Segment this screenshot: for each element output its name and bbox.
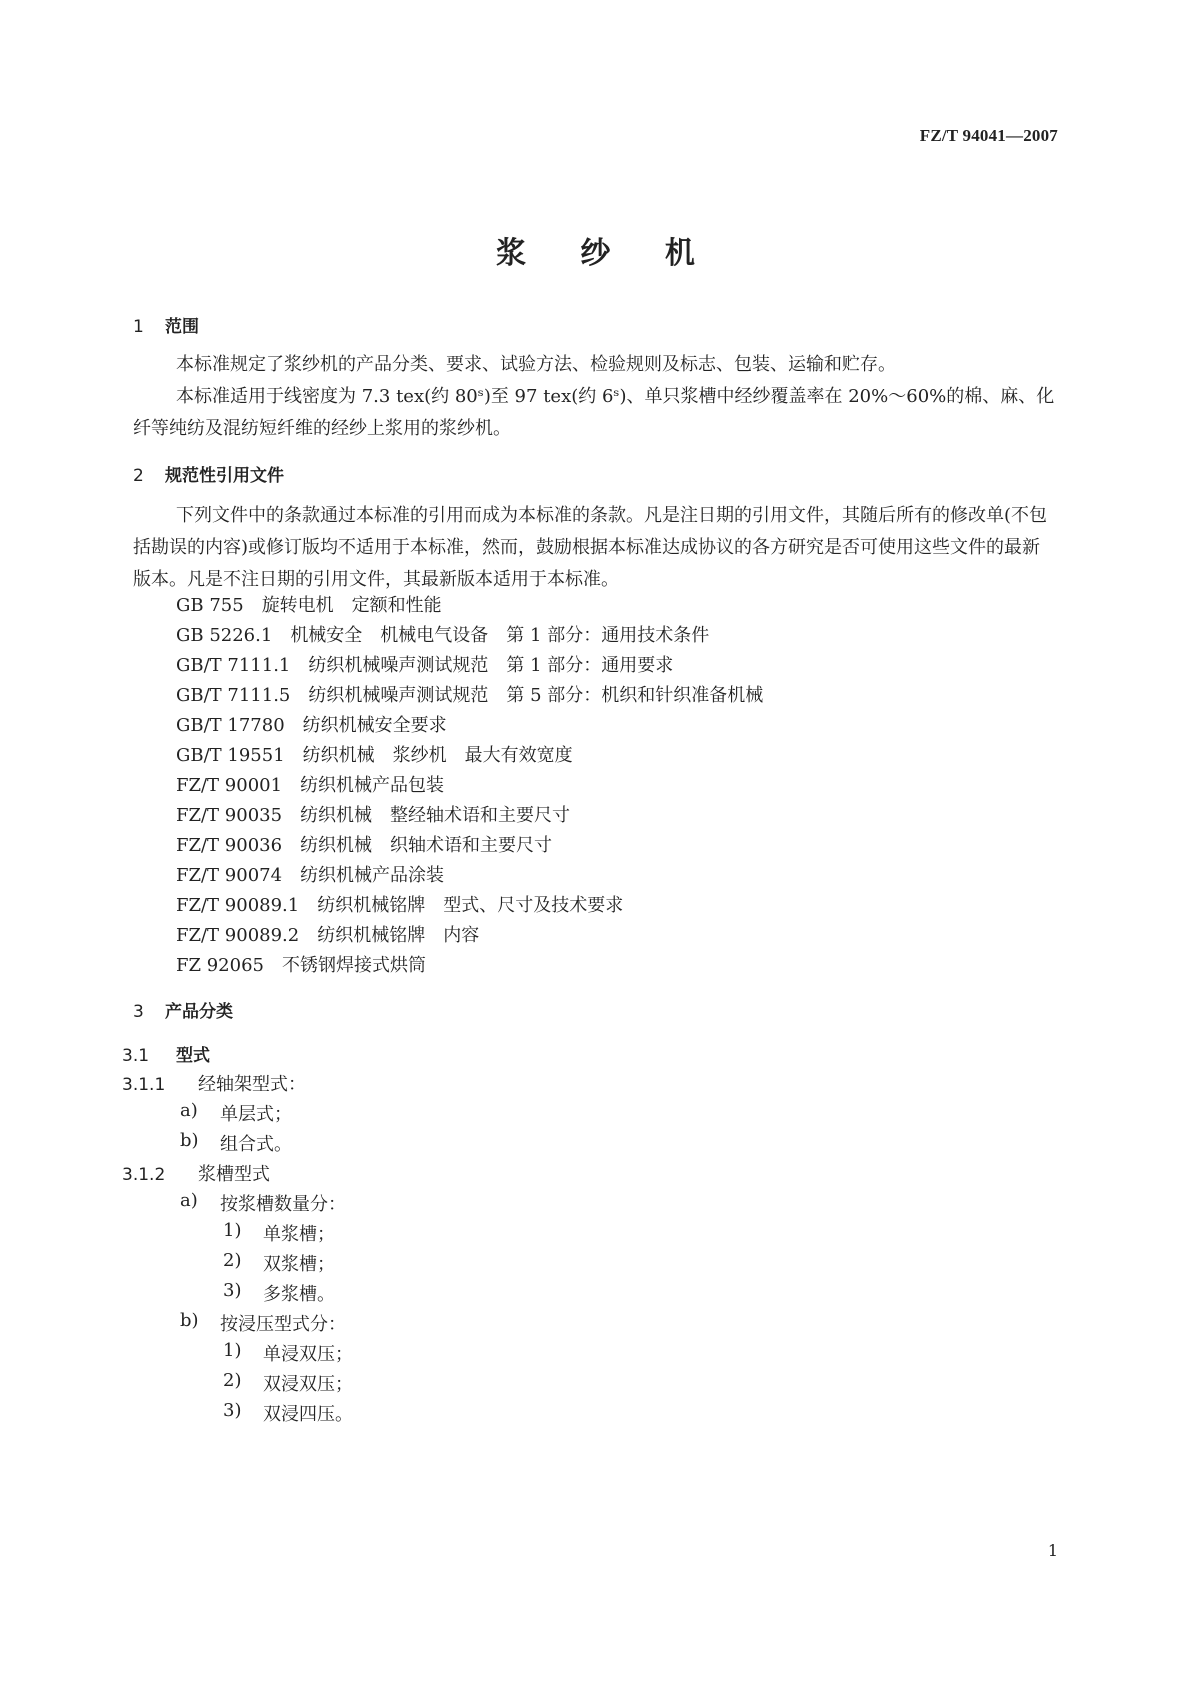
reference-title: 纺织机械铭牌 内容: [317, 925, 480, 946]
subsection-3-1-2: [122, 1160, 270, 1186]
reference-item: [176, 710, 447, 742]
list-text: 多浆槽。: [263, 1284, 335, 1305]
section-2-heading: [133, 461, 284, 486]
reference-item: [176, 860, 444, 892]
subsection-number: 3.1.2: [122, 1165, 166, 1185]
reference-item: [176, 920, 479, 952]
reference-item: [176, 650, 673, 682]
list-label: 3): [223, 1280, 242, 1301]
reference-title: 纺织机械 织轴术语和主要尺寸: [300, 835, 553, 856]
reference-title: 不锈钢焊接式烘筒: [281, 955, 426, 976]
list-label: 3): [223, 1400, 242, 1421]
subsection-title: 型式: [176, 1046, 210, 1066]
list-text: 按浸压型式分：: [220, 1314, 346, 1335]
section-number: 3: [133, 1002, 144, 1022]
list-item: [223, 1280, 335, 1306]
reference-code: FZ/T 90089.1: [176, 895, 300, 916]
reference-title: 纺织机械 整经轴术语和主要尺寸: [300, 805, 571, 826]
reference-code: GB/T 19551: [176, 745, 285, 766]
list-text: 双浸双压；: [263, 1374, 353, 1395]
list-label: 1): [223, 1340, 242, 1361]
list-item: [180, 1100, 292, 1126]
document-title: 浆 纱 机: [496, 236, 717, 271]
reference-item: [176, 890, 623, 922]
page-number: 1: [1047, 1541, 1058, 1560]
reference-item: [176, 950, 426, 982]
section-3-heading: [133, 997, 233, 1022]
reference-title: 纺织机械 浆纱机 最大有效宽度: [302, 745, 573, 766]
list-item: [223, 1400, 353, 1426]
reference-code: GB 755: [176, 595, 244, 616]
list-text: 单浆槽；: [263, 1224, 335, 1245]
section-number: 2: [133, 466, 144, 486]
subsection-3-1-heading: [122, 1041, 210, 1066]
reference-code: FZ/T 90074: [176, 865, 283, 886]
list-label: b): [180, 1310, 199, 1331]
document-code: FZ/T 94041—2007: [919, 126, 1058, 145]
subsection-text: 浆槽型式: [198, 1164, 270, 1185]
list-text: 组合式。: [220, 1134, 292, 1155]
list-item: [223, 1220, 335, 1246]
reference-code: FZ/T 90001: [176, 775, 283, 796]
reference-item: [176, 680, 763, 712]
section-2-intro: 下列文件中的条款通过本标准的引用而成为本标准的条款。凡是注日期的引用文件，其随后所有的修改单(不包括勘误的内容)或修订版均不适用于本标准，然而，鼓励根据本标准达成协议的各方研究是否可使用这些文件的最新版本。凡是不注日期的引用文件，其最新版本适用于本标准。: [133, 505, 1048, 590]
list-item: [223, 1250, 335, 1276]
list-label: b): [180, 1130, 199, 1151]
reference-title: 纺织机械噪声测试规范 第 5 部分：机织和针织准备机械: [308, 685, 764, 706]
reference-code: GB/T 17780: [176, 715, 285, 736]
list-text: 单层式；: [220, 1104, 292, 1125]
reference-title: 纺织机械产品包装: [300, 775, 445, 796]
reference-title: 纺织机械噪声测试规范 第 1 部分：通用要求: [308, 655, 674, 676]
reference-title: 机械安全 机械电气设备 第 1 部分：通用技术条件: [290, 625, 710, 646]
list-item: [223, 1340, 353, 1366]
subsection-text: 经轴架型式：: [198, 1074, 306, 1095]
list-text: 按浆槽数量分：: [220, 1194, 346, 1215]
list-text: 双浆槽；: [263, 1254, 335, 1275]
subsection-number: 3.1.1: [122, 1075, 166, 1095]
list-item: [223, 1370, 353, 1396]
list-label: 1): [223, 1220, 242, 1241]
reference-item: [176, 770, 444, 802]
section-title: 范围: [165, 317, 199, 337]
reference-code: GB/T 7111.5: [176, 685, 291, 706]
reference-item: [176, 830, 552, 862]
section-number: 1: [133, 317, 144, 337]
list-label: 2): [223, 1370, 242, 1391]
list-label: a): [180, 1100, 198, 1121]
subsection-3-1-1: [122, 1070, 306, 1096]
section-title: 产品分类: [165, 1002, 233, 1022]
reference-code: GB/T 7111.1: [176, 655, 291, 676]
reference-code: GB 5226.1: [176, 625, 273, 646]
list-item: [180, 1190, 346, 1216]
section-1-paragraph-2: 本标准适用于线密度为 7.3 tex(约 80ˢ)至 97 tex(约 6ˢ)、单只浆槽中经纱覆盖率在 20%～60%的棉、麻、化纤等纯纺及混纺短纤维的经纱上浆用的浆纱机。: [133, 386, 1055, 439]
subsection-number: 3.1: [122, 1046, 150, 1066]
reference-code: FZ/T 90036: [176, 835, 283, 856]
list-item: [180, 1130, 292, 1156]
reference-item: [176, 740, 573, 772]
section-title: 规范性引用文件: [165, 466, 284, 486]
reference-item: [176, 620, 709, 652]
reference-title: 纺织机械铭牌 型式、尺寸及技术要求: [317, 895, 624, 916]
section-1-paragraph-1: 本标准规定了浆纱机的产品分类、要求、试验方法、检验规则及标志、包装、运输和贮存。: [176, 354, 896, 375]
reference-item: [176, 800, 570, 832]
list-text: 单浸双压；: [263, 1344, 353, 1365]
list-item: [180, 1310, 346, 1336]
section-1-heading: [133, 312, 199, 337]
list-label: a): [180, 1190, 198, 1211]
reference-code: FZ/T 90089.2: [176, 925, 300, 946]
reference-title: 纺织机械产品涂装: [300, 865, 445, 886]
reference-title: 旋转电机 定额和性能: [261, 595, 442, 616]
list-label: 2): [223, 1250, 242, 1271]
reference-title: 纺织机械安全要求: [302, 715, 447, 736]
reference-code: FZ/T 90035: [176, 805, 283, 826]
reference-item: [176, 590, 442, 622]
reference-code: FZ 92065: [176, 955, 264, 976]
list-text: 双浸四压。: [263, 1404, 353, 1425]
